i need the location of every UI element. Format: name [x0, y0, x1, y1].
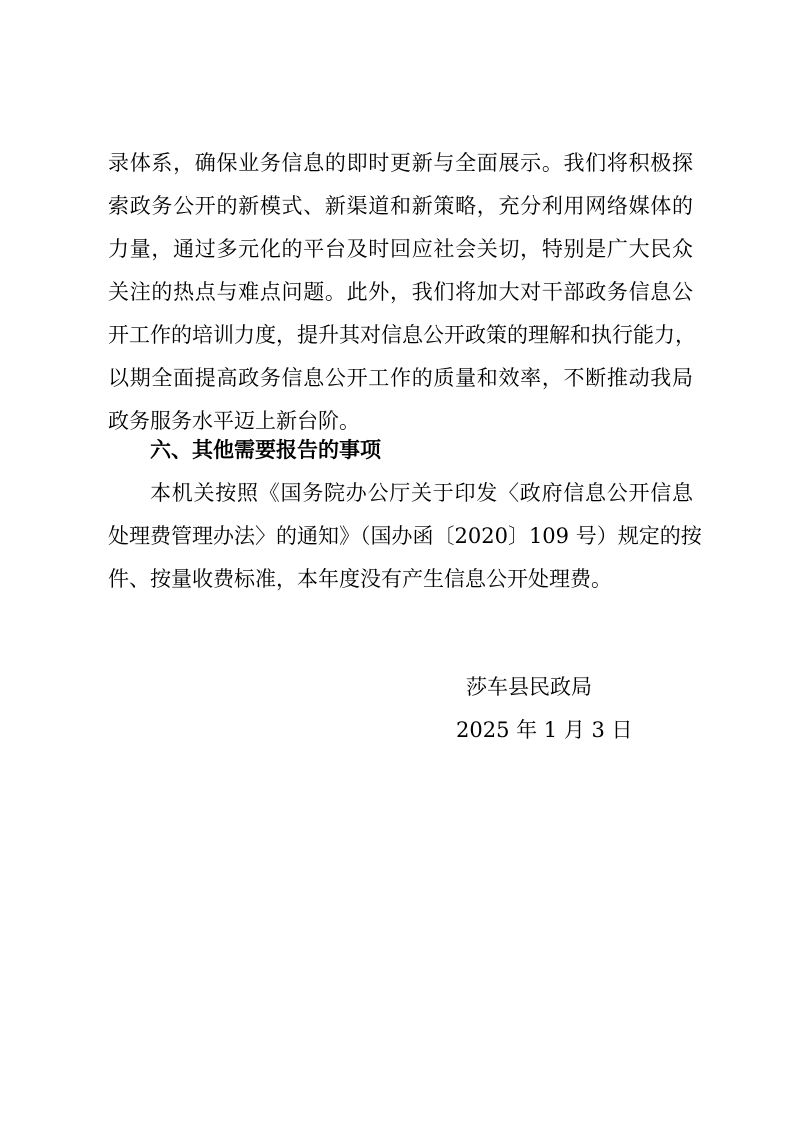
paragraph-line: 以期全面提高政务信息公开工作的质量和效率，不断推动我局 — [108, 366, 693, 390]
paragraph-line: 开工作的培训力度，提升其对信息公开政策的理解和执行能力， — [108, 323, 696, 347]
paragraph-line: 关注的热点与难点问题。此外，我们将加大对干部政务信息公 — [108, 280, 693, 304]
signature-organization: 莎车县民政局 — [466, 675, 592, 699]
paragraph-line: 本机关按照《国务院办公厅关于印发〈政府信息公开信息 — [150, 481, 693, 505]
paragraph-line: 处理费管理办法〉的通知》（国办函〔2020〕109 号）规定的按 — [108, 524, 702, 548]
signature-date: 2025 年 1 月 3 日 — [456, 718, 633, 742]
paragraph-line: 力量，通过多元化的平台及时回应社会关切，特别是广大民众 — [108, 237, 693, 261]
section-heading: 六、其他需要报告的事项 — [150, 438, 381, 462]
paragraph-line: 件、按量收费标准，本年度没有产生信息公开处理费。 — [108, 567, 612, 591]
paragraph-line: 录体系，确保业务信息的即时更新与全面展示。我们将积极探 — [108, 151, 693, 175]
paragraph-line: 政务服务水平迈上新台阶。 — [108, 409, 360, 433]
paragraph-line: 索政务公开的新模式、新渠道和新策略，充分利用网络媒体的 — [108, 194, 693, 218]
